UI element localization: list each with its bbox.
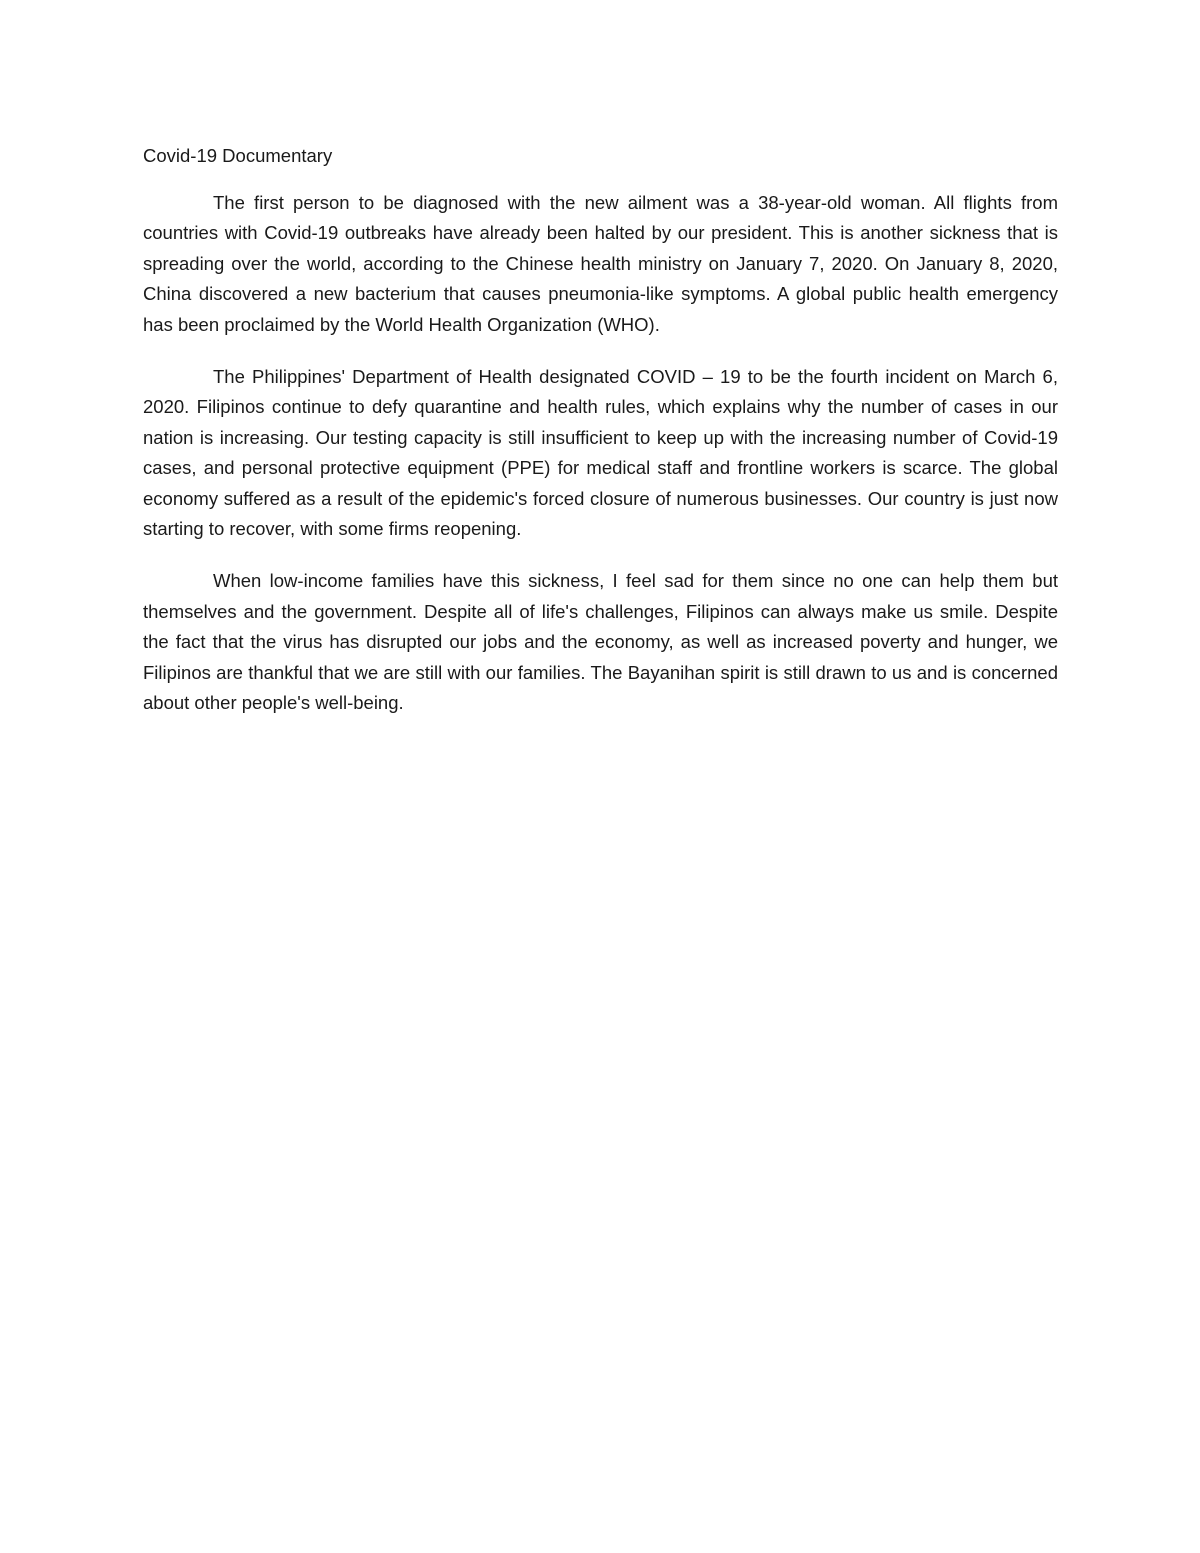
document-title: Covid-19 Documentary xyxy=(143,145,333,166)
paragraph-philippines-cases: The Philippines' Department of Health designated COVID – 19 to be the fourth incident on March 6, 2020. Filipinos continue to defy quarantine and health rules, which explains why the number of cases in our nation is increasing. Our testing capacity is still insufficient to keep up with the increasing number of Covid-19 cases, and personal protective equipment (PPE) for medical staff and frontline workers is scarce. The global economy suffered as a result of the epidemic's forced closure of numerous businesses. Our country is just now starting to recover, with some firms reopening. xyxy=(143,366,1058,540)
paragraph-first-diagnosis: The first person to be diagnosed with the new ailment was a 38-year-old woman. All flights from countries with Covid-19 outbreaks have already been halted by our president. This is another sickness that is spreading over the world, according to the Chinese health ministry on January 7, 2020. On January 8, 2020, China discovered a new bacterium that causes pneumonia-like symptoms. A global public health emergency has been proclaimed by the World Health Organization (WHO). xyxy=(143,192,1058,335)
document-body xyxy=(143,141,1058,741)
paragraph-low-income-families: When low-income families have this sickness, I feel sad for them since no one can help them but themselves and the government. Despite all of life's challenges, Filipinos can always make us smile. Despite the fact that the virus has disrupted our jobs and the economy, as well as increased poverty and hunger, we Filipinos are thankful that we are still with our families. The Bayanihan spirit is still drawn to us and is concerned about other people's well-being. xyxy=(143,570,1058,714)
